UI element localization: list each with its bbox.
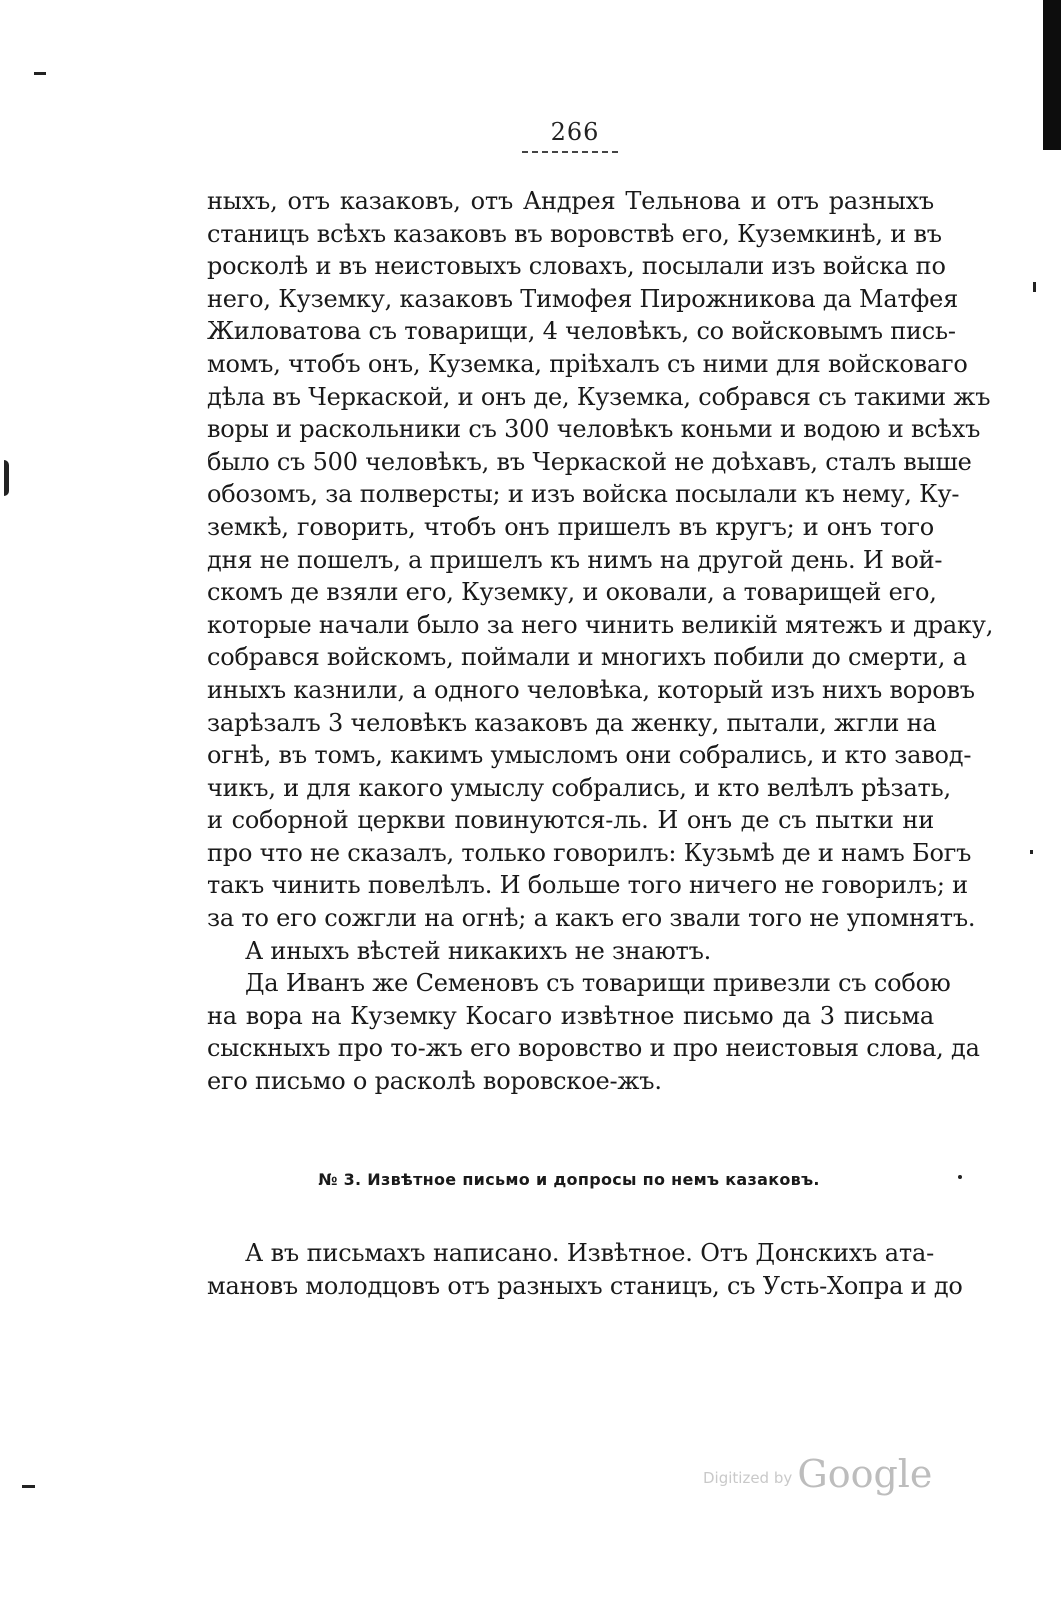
text-line: Жиловатова съ товарищи, 4 человѣкъ, со войсковымъ пись- <box>207 317 956 346</box>
text-line: собрався войскомъ, поймали и многихъ побили до смерти, а <box>207 643 967 672</box>
text-line: за то его сожгли на огнѣ; а какъ его звали того не упомнятъ. <box>207 904 976 933</box>
text-line: дѣла въ Черкаской, и онъ де, Куземка, собрався съ такими жъ <box>207 382 991 411</box>
text-line: станицъ всѣхъ казаковъ въ воровствѣ его, Куземкинѣ, и въ <box>207 219 942 248</box>
text-line: него, Куземку, казаковъ Тимофея Пирожникова да Матфея <box>207 284 959 313</box>
google-logo: Google <box>797 1452 933 1496</box>
margin-mark <box>22 1485 35 1488</box>
text-line: земкѣ, говорить, чтобъ онъ пришелъ въ кругъ; и онъ того <box>207 512 934 541</box>
header-rule <box>522 151 618 153</box>
text-line: на вора на Куземку Косаго извѣтное письмо да 3 письма <box>207 1001 934 1030</box>
text-line: обозомъ, за полверсты; и изъ войска посылали къ нему, Ку- <box>207 480 960 509</box>
paragraph-4 <box>207 1237 963 1302</box>
text-line: сыскныхъ про то-жъ его воровство и про неистовыя слова, да <box>207 1034 980 1063</box>
margin-mark <box>1033 282 1036 292</box>
text-line: росколѣ и въ неистовыхъ словахъ, посылали изъ войска по <box>207 252 946 281</box>
text-line: А въ письмахъ написано. Извѣтное. Отъ Донскихъ ата- <box>245 1239 934 1267</box>
text-line: ныхъ, отъ казаковъ, отъ Андрея Тельнова и отъ разныхъ <box>207 187 934 215</box>
paragraph-2: А иныхъ вѣстей никакихъ не знаютъ. <box>245 936 712 965</box>
text-line: мановъ молодцовъ отъ разныхъ станицъ, съ Усть-Хопра и до <box>207 1271 963 1300</box>
text-line: зарѣзалъ 3 человѣкъ казаковъ да женку, пытали, жгли на <box>207 708 937 737</box>
text-line: чикъ, и для какого умыслу собрались, и кто велѣлъ рѣзать, <box>207 773 951 802</box>
margin-mark <box>4 460 9 496</box>
paragraph-1 <box>207 185 994 1098</box>
section-heading: № 3. Извѣтное письмо и допросы по немъ казаковъ. <box>318 1170 820 1189</box>
text-line: его письмо о расколѣ воровское-жъ. <box>207 1067 662 1096</box>
text-line: воры и раскольники съ 300 человѣкъ коньми и водою и всѣхъ <box>207 415 981 444</box>
margin-mark <box>34 72 46 75</box>
text-line: дня не пошелъ, а пришелъ къ нимъ на другой день. И вой- <box>207 545 943 574</box>
text-line: про что не сказалъ, только говорилъ: Кузьмѣ де и намъ Богъ <box>207 838 972 867</box>
margin-mark <box>1030 850 1033 854</box>
text-line: такъ чинить повелѣлъ. И больше того ничего не говорилъ; и <box>207 871 968 900</box>
text-line: было съ 500 человѣкъ, въ Черкаской не доѣхавъ, сталъ выше <box>207 447 972 476</box>
text-line: скомъ де взяли его, Куземку, и оковали, а товарищей его, <box>207 578 937 607</box>
text-line: момъ, чтобъ онъ, Куземка, пріѣхалъ съ ними для войсковаго <box>207 349 968 378</box>
digitized-watermark <box>703 1452 932 1496</box>
text-line: огнѣ, въ томъ, какимъ умысломъ они собрались, и кто завод- <box>207 741 972 770</box>
text-line: и соборной церкви повинуются-ль. И онъ де съ пытки ни <box>207 806 934 835</box>
text-line: иныхъ казнили, а одного человѣка, который изъ нихъ воровъ <box>207 675 975 704</box>
page-number: 266 <box>550 118 600 146</box>
text-line: Да Иванъ же Семеновъ съ товарищи привезли съ собою <box>245 969 951 998</box>
text-line: которые начали было за него чинить великій мятежъ и драку, <box>207 610 994 639</box>
watermark-prefix: Digitized by <box>703 1469 793 1487</box>
